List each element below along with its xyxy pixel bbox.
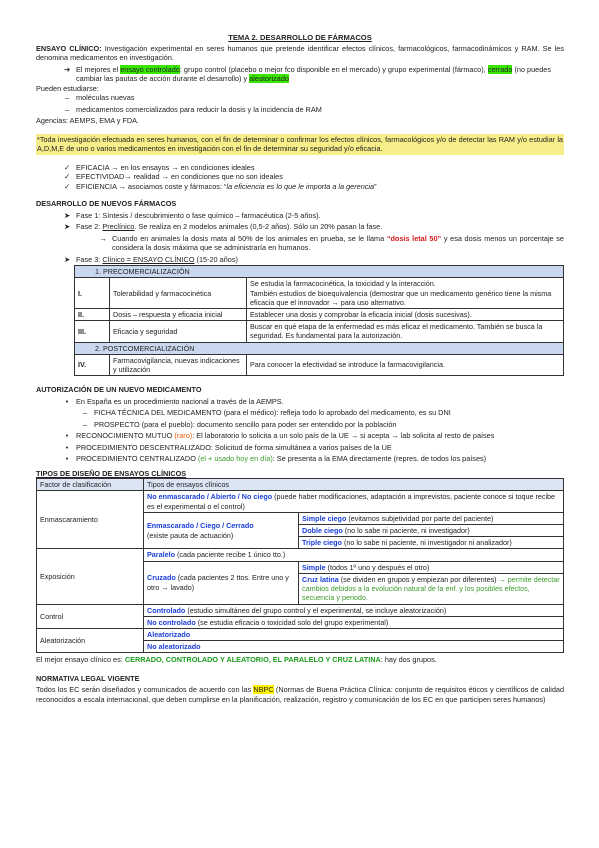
document-page xyxy=(36,33,564,704)
fase-2-subitem: → Cuando en animales la dosis mata al 50% de los animales en prueba, se le llama “dosis letal 50” y esa dosis menos un porcentaje se considera la dosis máxima que se administraría en humanos. xyxy=(36,234,564,253)
table-row: Enmascarado / Ciego / Cerrado (existe pauta de actuación) Simple ciego (evitamos subjetividad por parte del paciente) xyxy=(37,512,564,524)
mejor-ensayo-text: El mejor ensayo clínico es: CERRADO, CONTROLADO Y ALEATORIO, EL PARALELO Y CRUZ LATINA: hay dos grupos. xyxy=(36,655,437,665)
arrow-icon: → xyxy=(498,574,506,584)
list-item: • PROCEDIMIENTO DESCENTRALIZADO: Solicitud de forma simultánea a varios países de la UE xyxy=(36,443,564,452)
arrow-icon: → xyxy=(99,233,107,243)
table-row: Triple ciego (no lo sabe ni paciente, ni investigador ni analizador) xyxy=(37,537,564,549)
table-row: Cruz latina (se dividen en grupos y empiezan por diferentes) → permite detectar cambios debidos a la evolución natural de la enf. y los posibles efectos, secuencia y periodo. xyxy=(37,573,564,604)
pueden-label: Pueden estudiarse: xyxy=(36,83,99,93)
arrow-icon: → xyxy=(350,431,359,441)
table-row: Enmascaramiento No enmascarado / Abierto / No ciego (puede haber modificaciones, adaptación a imprevistos, paciente conoce si toque recibe es el experimental o el control) xyxy=(37,491,564,512)
triangle-bullet-icon: ➤ xyxy=(63,222,71,232)
arrow-icon: → xyxy=(331,297,339,307)
table-header: Tipos de ensayos clínicos xyxy=(144,479,564,491)
section-diseno-title: TIPOS DE DISEÑO DE ENSAYOS CLÍNICOS xyxy=(36,468,187,478)
normativa-text: Todos los EC serán diseñados y comunicados de acuerdo con las NBPC (Normas de Buena Práctica Clínica: conjunto de requisitos éticos y científicos de calidad reconocidos a escala internacional, que deben cumplirse en la planificación, realización, registro y comunicación de los EC en que participen seres humanos) xyxy=(36,685,565,704)
table-row: Cruzado (cada pacientes 2 ttos. Entre uno y otro → lavado) Simple (todos 1º uno y después el otro) xyxy=(37,561,564,573)
table-row: IV. Farmacovigilancia, nuevas indicaciones y utilización Para conocer la efectividad se introduce la farmacovigilancia. xyxy=(75,354,564,375)
table-row: Exposición Paralelo (cada paciente recibe 1 único tto.) xyxy=(37,549,564,561)
table-row: Aleatorización Aleatorizado xyxy=(37,628,564,640)
table-row: No aleatorizado xyxy=(37,641,564,653)
triangle-bullet-icon: ➤ xyxy=(63,254,71,264)
bullet-icon: • xyxy=(65,442,69,452)
fase-1-item: ➤ Fase 1: Síntesis / descubrimiento o fase químico – farmacéutica (2-5 años). xyxy=(36,211,564,220)
check-item-efectividad: ✓ EFECTIVIDAD→ realidad → en condiciones que no son ideales xyxy=(36,172,564,181)
arrow-icon: → xyxy=(171,162,179,172)
fases-table xyxy=(74,265,564,376)
ensayo-mejor-item: ➔ El mejores el ensayo controlado: grupo control (placebo o mejor fco disponible en el mercado) y grupo experimental (fármaco), cerrado (no puedes cambiar las pautas de acción durante el desarrollo) y aleatorizado xyxy=(36,65,564,84)
table-row: Control Controlado (estudio simultáneo del grupo control y el experimental, se incluye aleatorización) xyxy=(37,604,564,616)
arrow-icon: → xyxy=(161,582,169,592)
arrow-icon: → xyxy=(118,181,126,191)
table-row: Doble ciego (no lo sabe ni paciente, ni investigador) xyxy=(37,525,564,537)
diseno-table xyxy=(36,478,564,653)
page-title: TEMA 2. DESARROLLO DE FÁRMACOS xyxy=(228,33,372,42)
list-item: • RECONOCIMIENTO MUTUO (raro): El laboratorio lo solicita a un solo país de la UE → si acepta → lab solicita al resto de países xyxy=(36,431,564,440)
definition-note: *Toda investigación efectuada en seres humanos, con el fin de determinar o confirmar los efectos clínicos, farmacológicos y/o de detectar las RAM y/o estudiar la A,D,M,E de uno o varios medicamentos en investigación con el fin de determinar su seguridad y/o eficacia. xyxy=(37,134,563,154)
list-item: – FICHA TÉCNICA DEL MEDICAMENTO (para el médico): refleja todo lo aprobado del medicamento, es su DNI xyxy=(82,408,451,418)
section-desarrollo-title: DESARROLLO DE NUEVOS FÁRMACOS xyxy=(36,199,177,209)
fase-3-item: ➤ Fase 3: Clínico = ENSAYO CLÍNICO (15-20 años) xyxy=(36,255,564,264)
table-header: Factor de clasificación xyxy=(37,479,144,491)
list-item: – medicamentos comercializados para reducir la dosis y la incidencia de RAM xyxy=(64,104,322,114)
table-header: 2. POSTCOMERCIALIZACIÓN xyxy=(75,342,564,354)
arrow-icon: → xyxy=(124,172,132,182)
table-header: 1. PRECOMERCIALIZACIÓN xyxy=(75,266,564,278)
list-item: – PROSPECTO (para el pueblo): documento sencillo para poder ser entendido por la población xyxy=(82,419,397,429)
table-row: No controlado (se estudia eficacia o toxicidad solo del grupo experimental) xyxy=(37,616,564,628)
check-item-eficiencia: ✓ EFICIENCIA → asociamos coste y fármacos: “la eficiencia es lo que le importa a la gerencia” xyxy=(36,182,564,191)
fase-2-item: ➤ Fase 2: Preclínico. Se realiza en 2 modelos animales (0,5-2 años). Sólo un 20% pasan la fase. xyxy=(36,222,564,231)
fases-table-wrapper xyxy=(36,265,564,376)
triangle-bullet-icon: ➤ xyxy=(63,210,71,220)
table-row: II. Dosis – respuesta y eficacia inicial Establecer una dosis y comprobar la eficacia inicial (dosis sucesivas). xyxy=(75,308,564,320)
check-list xyxy=(36,163,564,191)
agencias-text: Agencias: AEMPS, EMA y FDA. xyxy=(36,116,140,126)
arrow-icon: → xyxy=(161,172,169,182)
checkmark-icon: ✓ xyxy=(63,181,71,191)
table-row: I. Tolerabilidad y farmacocinética Se estudia la farmacocinética, la toxicidad y la interacción. También estudios de bioequivalencia (demostrar que un medicamento genérico tiene la misma eficacia que el innovador → para uso alternativo. xyxy=(75,278,564,309)
arrow-icon: → xyxy=(111,162,119,172)
list-item: • PROCEDIMIENTO CENTRALIZADO (el + usado hoy en día): Se presenta a la EMA directamente (repres. de todos los países) xyxy=(36,454,564,463)
list-item: • En España es un procedimiento nacional a través de la AEMPS. xyxy=(36,397,564,406)
table-row: III. Eficacia y seguridad Buscar en qué etapa de la enfermedad es más eficaz el medicamento. También se busca la seguridad. Es fundamental para la autorización. xyxy=(75,321,564,342)
checkmark-icon: ✓ xyxy=(63,162,71,172)
arrow-icon: ➔ xyxy=(63,64,71,74)
checkmark-icon: ✓ xyxy=(63,172,71,182)
ensayo-definition: ENSAYO CLÍNICO: Investigación experimental en seres humanos que pretende identificar efectos clínicos, farmacológicos, farmacodinámicos y RAM. Se les denomina medicamentos en investigación. xyxy=(36,43,564,63)
bullet-icon: • xyxy=(65,454,69,464)
check-item-eficacia: ✓ EFICACIA → en los ensayos → en condiciones ideales xyxy=(36,163,564,172)
section-normativa-title: NORMATIVA LEGAL VIGENTE xyxy=(36,673,140,683)
bullet-icon: • xyxy=(65,431,69,441)
bullet-icon: • xyxy=(65,396,69,406)
list-item: – moléculas nuevas xyxy=(64,93,135,103)
section-autorizacion-title: AUTORIZACIÓN DE UN NUEVO MEDICAMENTO xyxy=(36,385,202,395)
arrow-icon: → xyxy=(391,431,399,441)
